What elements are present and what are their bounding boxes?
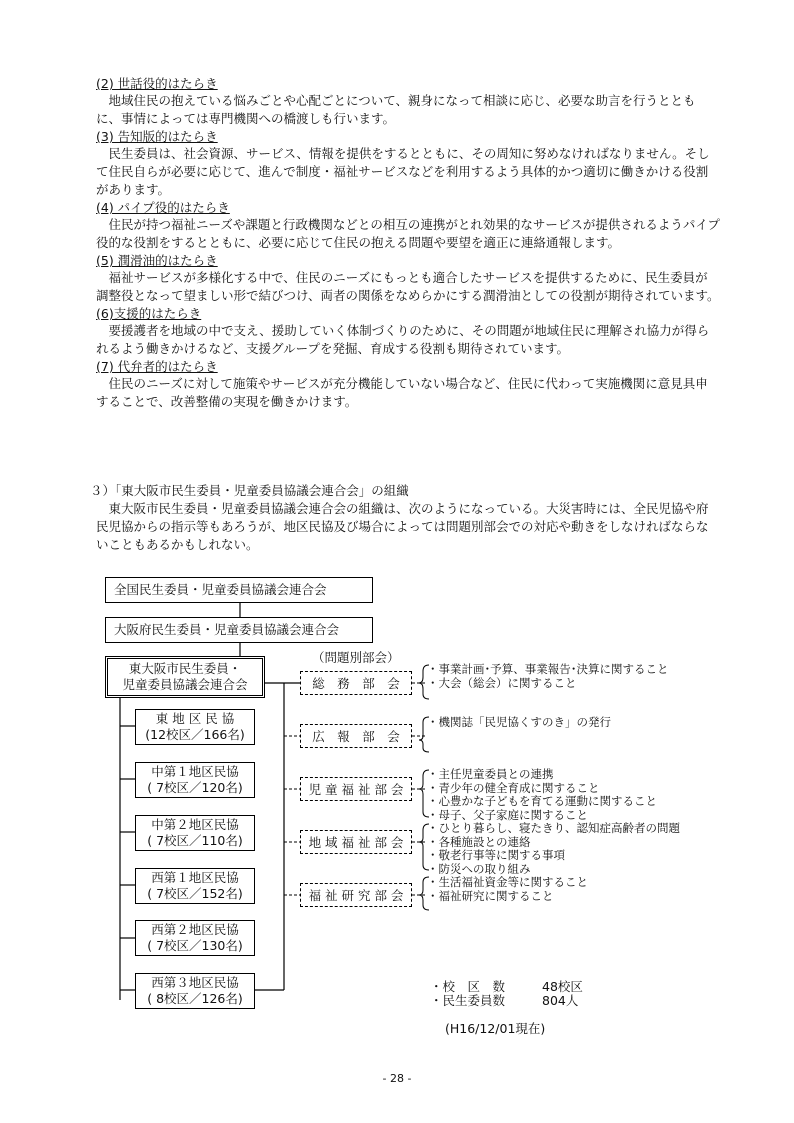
role-title: (5) 潤滑油的はたらき xyxy=(96,253,218,268)
subcommittee-name: 福 祉 研 究 部 会 xyxy=(308,888,404,903)
stat-row xyxy=(430,994,583,1008)
as-of-date: (H16/12/01現在) xyxy=(445,1021,546,1036)
duty-item: ・主任児童委員との連携 xyxy=(427,767,554,781)
prefecture-council-box xyxy=(105,617,373,643)
section-body: 東大阪市民生委員・児童委員協議会連合会の組織は、次のようになっている。大災害時には、全民児協や府民児協からの指示等もあろうが、地区民協及び場合によっては問題別部会での対応や動きをしなければならないこともあるかもしれない。 xyxy=(96,501,709,552)
subcommittee-duties xyxy=(427,876,588,903)
role-title: (6)支援的はたらき xyxy=(96,306,202,321)
district-name: 東 地 区 民 協 xyxy=(155,711,235,726)
stat-value: 804人 xyxy=(542,993,579,1008)
subcommittee-label: （問題別部会） xyxy=(312,650,400,665)
district-detail: ( 7校区／120名) xyxy=(147,780,243,795)
role-title: (2) 世話役的はたらき xyxy=(96,76,218,91)
subcommittee-duties xyxy=(427,716,611,730)
city-council-name-line1: 東大阪市民生委員・ xyxy=(128,661,242,676)
role-title: (3) 告知版的はたらき xyxy=(96,129,218,144)
prefecture-council-name: 大阪府民生委員・児童委員協議会連合会 xyxy=(114,622,340,637)
district-box xyxy=(135,973,255,1009)
national-council-name: 全国民生委員・児童委員協議会連合会 xyxy=(114,582,327,597)
role-body: 要援護者を地域の中で支え、援助していく体制づくりのために、その問題が地域住民に理解され協力が得られるよう働きかけるなど、支援グループを発掘、育成する役割も期待されています。 xyxy=(96,323,710,356)
subcommittee-box xyxy=(300,777,412,801)
section-heading: ３）「東大阪市民生委員・児童委員協議会連合会」の組織 xyxy=(90,483,409,498)
district-box xyxy=(135,868,255,904)
duty-item: ・心豊かな子どもを育てる運動に関すること xyxy=(427,794,657,808)
subcommittee-name: 広 報 部 会 xyxy=(312,729,400,744)
duty-item: ・事業計画･予算、事業報告･決算に関すること xyxy=(427,662,669,676)
subcommittee-box xyxy=(300,724,412,748)
subcommittee-name: 総 務 部 会 xyxy=(312,676,400,691)
role-body: 福祉サービスが多様化する中で、住民のニーズにもっとも適合したサービスを提供するために、民生委員が調整役となって望ましい形で結びつけ、両者の関係をなめらかにする潤滑油としての役割が期待されています。 xyxy=(96,270,720,303)
subcommittee-name: 児 童 福 祉 部 会 xyxy=(308,782,404,797)
subcommittee-box xyxy=(300,671,412,695)
duty-item: ・ひとり暮らし、寝たきり、認知症高齢者の問題 xyxy=(427,821,680,835)
city-council-box xyxy=(105,656,265,698)
statistics xyxy=(430,980,583,1008)
duty-item: ・各種施設との連絡 xyxy=(427,834,531,849)
national-council-box xyxy=(105,577,373,603)
duty-item: ・福祉研究に関すること xyxy=(427,888,554,903)
role-body: 地域住民の抱えている悩みごとや心配ごとについて、親身になって相談に応じ、必要な助言を行うとともに、事情によっては専門機関への橋渡しも行います。 xyxy=(96,93,696,126)
district-name: 中第１地区民協 xyxy=(151,764,239,779)
duty-item: ・大会（総会）に関すること xyxy=(427,675,577,690)
district-box xyxy=(135,762,255,798)
stat-label: ・校 区 数 xyxy=(430,979,506,994)
role-body: 住民が持つ福祉ニーズや課題と行政機関などとの相互の連携がとれ効果的なサービスが提供されるようパイプ役的な役割をするとともに、必要に応じて住民の抱える問題や要望を適正に連絡通報します。 xyxy=(96,217,721,250)
district-name: 中第２地区民協 xyxy=(151,817,239,832)
subcommittee-box xyxy=(300,883,412,907)
district-box xyxy=(135,920,255,956)
stat-value: 48校区 xyxy=(542,979,583,994)
district-detail: (12校区／166名) xyxy=(145,727,245,742)
district-detail: ( 7校区／152名) xyxy=(147,886,243,901)
city-council-name-line2: 児童委員協議会連合会 xyxy=(122,677,248,692)
district-name: 西第２地区民協 xyxy=(151,922,239,937)
role-title: (7) 代弁者的はたらき xyxy=(96,359,218,374)
duty-item: ・機関誌「民児協くすのき」の発行 xyxy=(427,715,611,729)
page-number: - 28 - xyxy=(382,1072,412,1085)
district-detail: ( 7校区／130名) xyxy=(147,938,243,953)
subcommittee-box xyxy=(300,830,412,854)
district-detail: ( 8校区／126名) xyxy=(147,991,243,1006)
duty-item: ・生活福祉資金等に関すること xyxy=(427,875,588,889)
role-title: (4) パイプ役的はたらき xyxy=(96,200,230,215)
duty-item: ・防災への取り組み xyxy=(427,861,531,876)
duty-item: ・母子、父子家庭に関すること xyxy=(427,807,588,822)
role-body: 民生委員は、社会資源、サービス、情報を提供をするとともに、その周知に努めなければなりません。そして住民自らが必要に応じて、進んで制度・福祉サービスなどを利用するよう具体的かつ適切に働きかける役割があります。 xyxy=(96,146,710,197)
district-detail: ( 7校区／110名) xyxy=(147,833,243,848)
district-box xyxy=(135,815,255,851)
role-body: 住民のニーズに対して施策やサービスが充分機能していない場合など、住民に代わって実施機関に意見具申することで、改善整備の実現を働きかけます。 xyxy=(96,376,708,409)
stat-row xyxy=(430,980,583,994)
stat-label: ・民生委員数 xyxy=(430,993,506,1008)
district-box xyxy=(135,709,255,745)
duty-item: ・敬老行事等に関する事項 xyxy=(427,848,565,862)
subcommittee-duties xyxy=(427,663,669,690)
subcommittee-duties xyxy=(427,822,680,876)
district-name: 西第３地区民協 xyxy=(151,975,239,990)
district-name: 西第１地区民協 xyxy=(151,870,239,885)
subcommittee-duties xyxy=(427,768,657,822)
duty-item: ・青少年の健全育成に関すること xyxy=(427,780,600,795)
subcommittee-name: 地 域 福 祉 部 会 xyxy=(308,835,404,850)
